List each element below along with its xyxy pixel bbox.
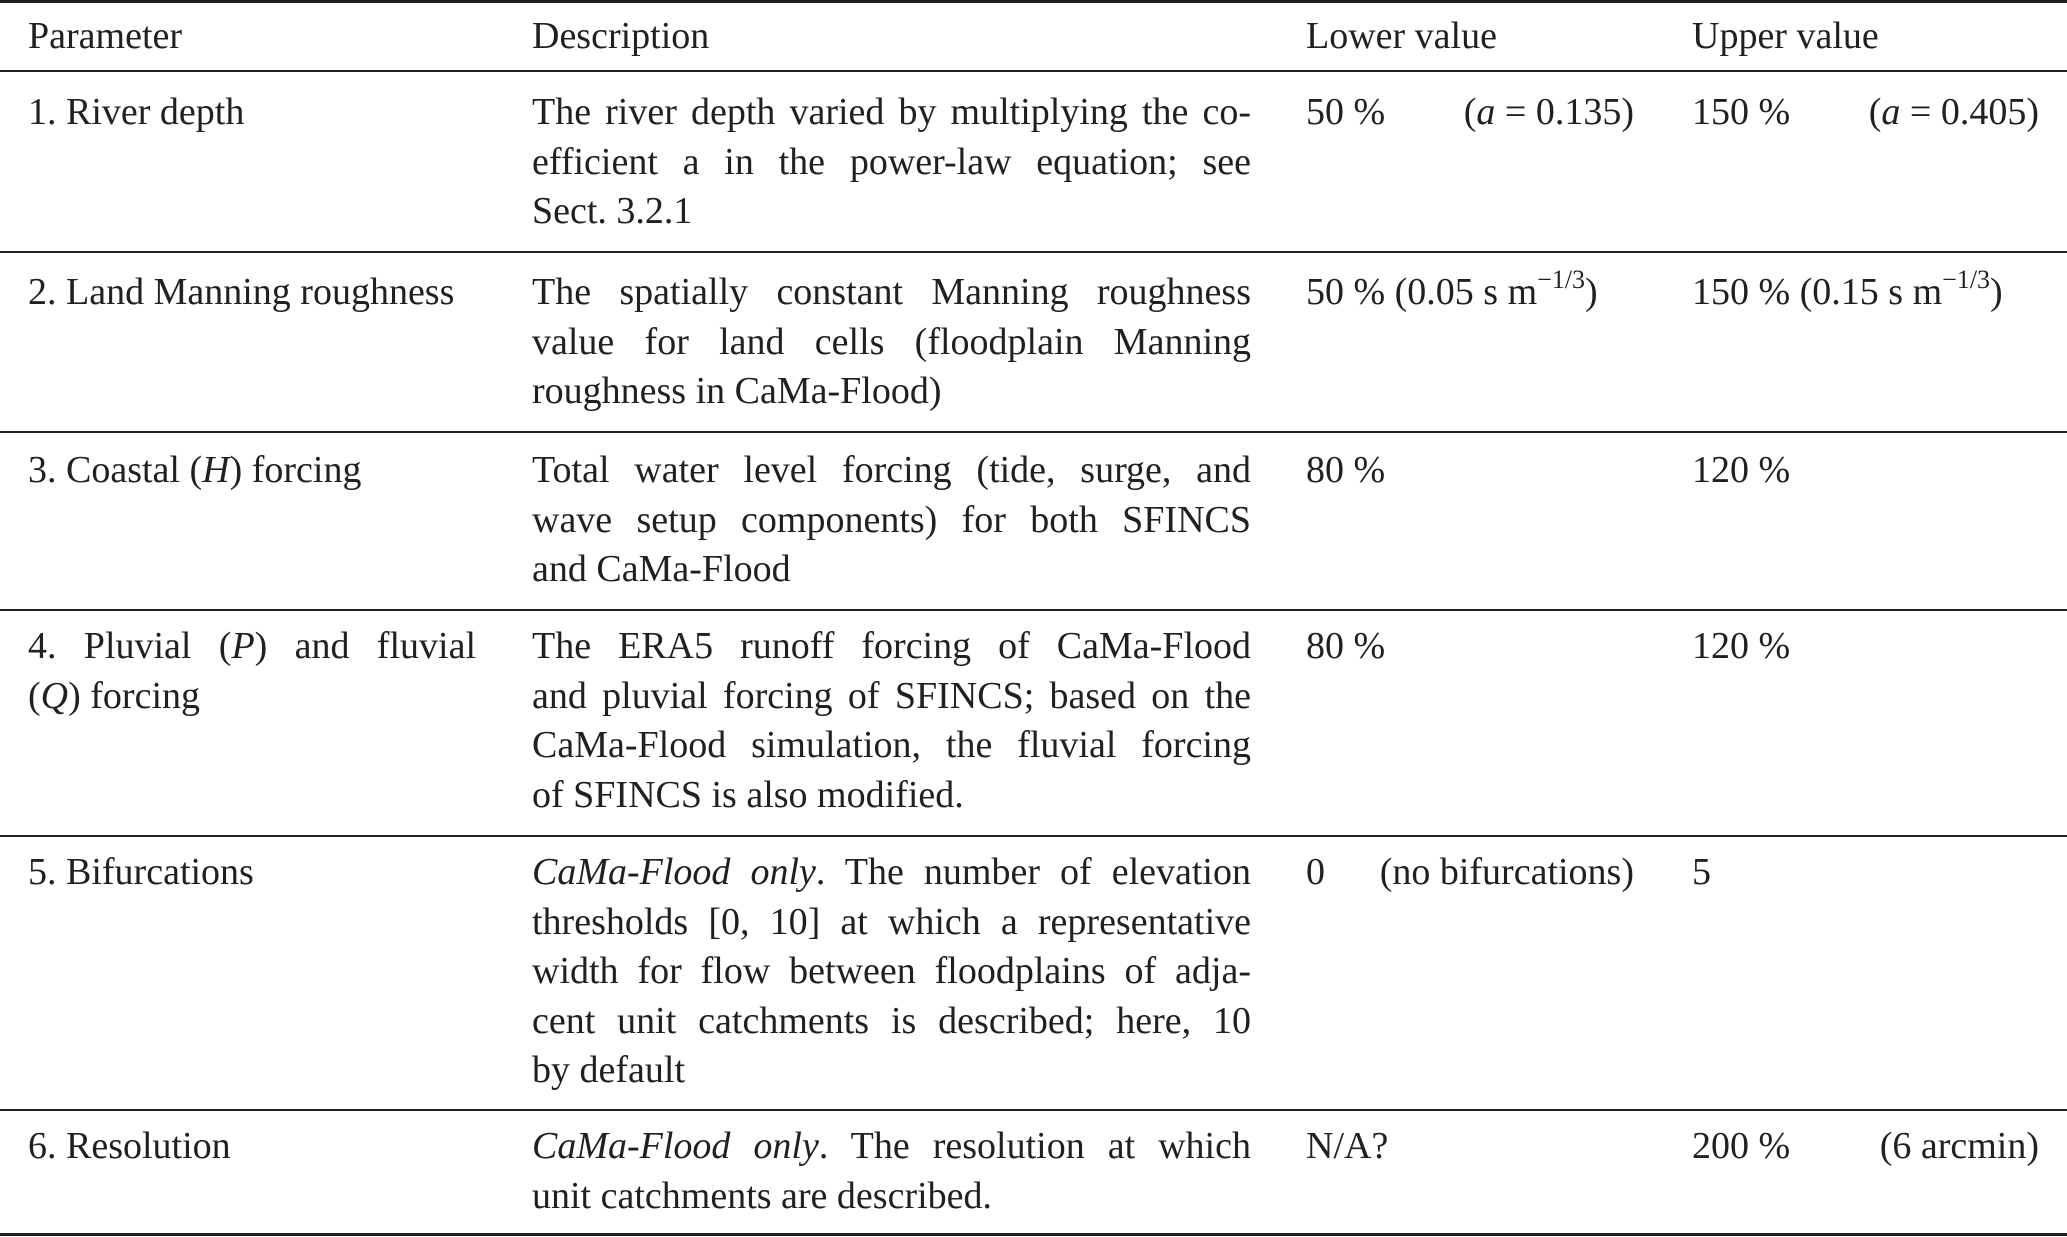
lower-value-cell: N/A? xyxy=(1306,1125,1389,1167)
parameter-line xyxy=(28,672,476,722)
description-cell xyxy=(532,1122,1251,1221)
description-line: width for flow between floodplains of adja- xyxy=(532,950,1251,992)
upper-value-cell: 120 % xyxy=(1692,449,1791,491)
exponent: −1/3 xyxy=(1942,265,1991,294)
row-divider xyxy=(0,431,2067,433)
top-rule xyxy=(0,0,2067,3)
variable-a: a xyxy=(1881,91,1901,133)
description-line: and pluvial forcing of SFINCS; based on the xyxy=(532,674,1251,717)
header-parameter: Parameter xyxy=(28,15,183,57)
description-line: The river depth varied by multiplying the co- xyxy=(532,91,1251,133)
symbol-p: P xyxy=(231,625,255,667)
description-line xyxy=(532,1122,1251,1172)
description-line: of SFINCS is also modified. xyxy=(532,773,964,816)
description-line: thresholds [0, 10] at which a representative xyxy=(532,900,1251,943)
upper-value-cell: 120 % xyxy=(1692,625,1791,667)
symbol-h: H xyxy=(202,449,230,491)
header-rule xyxy=(0,70,2067,72)
description-line: wave setup components) for both SFINCS xyxy=(532,498,1251,541)
description-line: roughness in CaMa-Flood) xyxy=(532,370,942,412)
lower-value: 50 % xyxy=(1306,91,1386,133)
description-line: Sect. 3.2.1 xyxy=(532,190,693,232)
lower-value-cell xyxy=(1306,265,1598,318)
lower-value-cell: 80 % xyxy=(1306,449,1386,491)
upper-value: 200 % xyxy=(1692,1125,1791,1167)
exponent: −1/3 xyxy=(1537,265,1586,294)
upper-note: (6 arcmin) xyxy=(1879,1125,2039,1167)
upper-value-cell xyxy=(1692,265,2003,318)
description-line: The spatially constant Manning roughness xyxy=(532,271,1251,313)
description-text: . The number of elevation xyxy=(815,851,1251,893)
description-line: Total water level forcing (tide, surge, and xyxy=(532,449,1251,491)
parameter-cell xyxy=(28,622,476,721)
upper-value: 150 % xyxy=(1692,91,1791,133)
italic-lead: CaMa-Flood only xyxy=(532,851,816,893)
parameter-text: ) and fluvial xyxy=(254,625,477,667)
symbol-q: Q xyxy=(40,674,69,717)
parameter-cell xyxy=(28,446,361,496)
description-line: unit catchments are described. xyxy=(532,1174,993,1217)
lower-note: (no bifurcations) xyxy=(1379,851,1634,893)
bottom-rule xyxy=(0,1233,2067,1236)
description-line: and CaMa-Flood xyxy=(532,548,791,590)
description-cell xyxy=(532,268,1251,417)
row-divider xyxy=(0,609,2067,611)
parameter-text: 4. Pluvial ( xyxy=(28,625,232,667)
description-cell xyxy=(532,622,1251,820)
description-cell xyxy=(532,88,1251,237)
parameter-cell: 1. River depth xyxy=(28,91,245,133)
upper-note: (a = 0.405) xyxy=(1868,91,2039,133)
upper-value-cell: 5 xyxy=(1692,851,1711,893)
parameter-cell: 2. Land Manning roughness xyxy=(28,271,455,313)
description-line: CaMa-Flood simulation, the fluvial forcing xyxy=(532,724,1251,766)
close-paren: ) xyxy=(1585,271,1598,313)
description-line: by default xyxy=(532,1049,686,1091)
description-cell xyxy=(532,848,1251,1096)
row-divider xyxy=(0,251,2067,253)
lower-value: 0 xyxy=(1306,851,1325,893)
close-paren: ) xyxy=(1990,271,2003,313)
description-line: cent unit catchments is described; here, 10 xyxy=(532,999,1251,1042)
upper-note-value: = 0.405 xyxy=(1900,91,2027,133)
row-divider xyxy=(0,1109,2067,1111)
lower-value-cell: 80 % xyxy=(1306,625,1386,667)
description-line: The ERA5 runoff forcing of CaMa-Flood xyxy=(532,625,1251,667)
upper-value: 150 % (0.15 s m xyxy=(1692,271,1943,313)
variable-a: a xyxy=(1476,91,1496,133)
header-upper-value: Upper value xyxy=(1692,15,1879,57)
parameter-text: ( xyxy=(28,674,41,717)
parameter-cell: 5. Bifurcations xyxy=(28,851,254,893)
italic-lead: CaMa-Flood only xyxy=(532,1125,819,1167)
lower-value: 50 % (0.05 s m xyxy=(1306,271,1538,313)
parameter-line xyxy=(28,622,476,672)
parameter-text: 3. Coastal ( xyxy=(28,449,203,491)
description-line: efficient a in the power-law equation; see xyxy=(532,140,1251,183)
lower-note-value: = 0.135 xyxy=(1495,91,1622,133)
description-line xyxy=(532,848,1251,898)
parameter-text: ) forcing xyxy=(68,674,200,717)
description-line: value for land cells (floodplain Manning xyxy=(532,320,1251,363)
header-lower-value: Lower value xyxy=(1306,15,1497,57)
row-divider xyxy=(0,835,2067,837)
parameter-text: ) forcing xyxy=(229,449,362,491)
lower-note: (a = 0.135) xyxy=(1463,91,1634,133)
description-cell xyxy=(532,446,1251,595)
parameter-cell: 6. Resolution xyxy=(28,1125,231,1167)
header-description: Description xyxy=(532,15,710,57)
description-text: . The resolution at which xyxy=(818,1125,1251,1167)
